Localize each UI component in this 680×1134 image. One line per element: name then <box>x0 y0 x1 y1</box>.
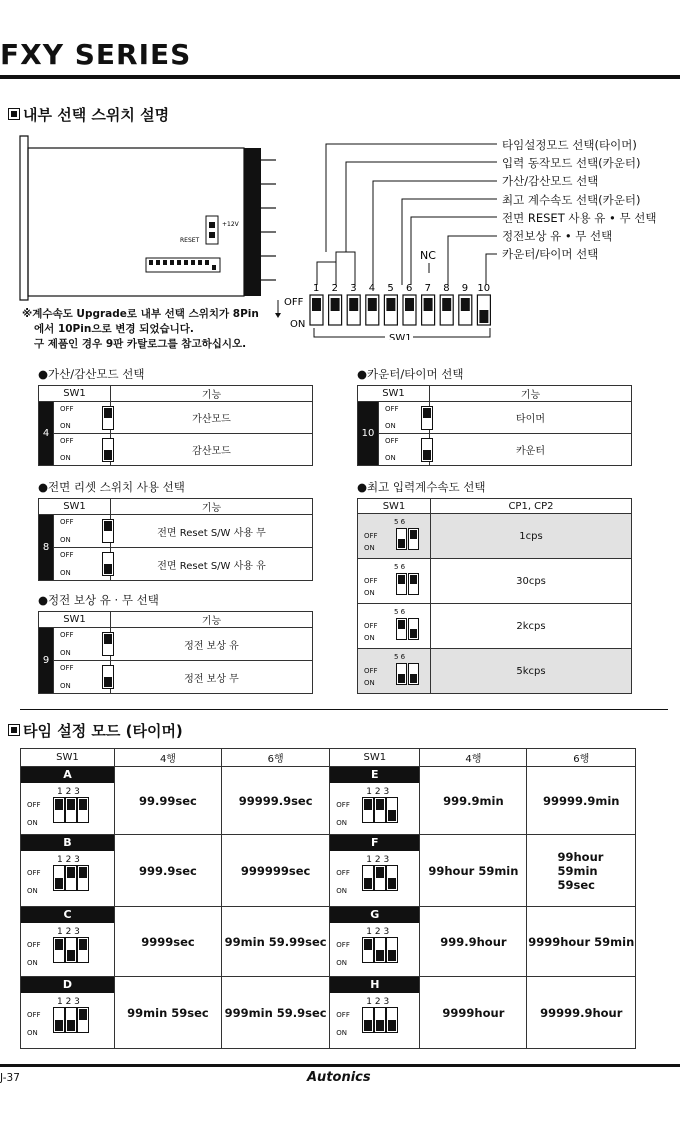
pin-labels: 1 2 3 <box>57 997 80 1007</box>
countertimer-table <box>357 385 632 466</box>
board-reset-jumper <box>206 216 218 244</box>
switch-label: 가산/감산모드 선택 <box>502 174 599 189</box>
dip-switch-icon <box>77 865 89 891</box>
pin-number: 3 <box>350 283 357 294</box>
dip-knob <box>349 298 358 311</box>
dip-switch-icon <box>53 1007 65 1033</box>
function-text: 정전 보상 무 <box>111 661 313 694</box>
speed-switch-cell: 5 6 OFF ON <box>358 649 431 694</box>
dip-knob <box>479 310 488 323</box>
pin-number: 2 <box>331 283 338 294</box>
pin-number: 5 <box>387 283 394 294</box>
dip-switch-icon <box>408 663 419 685</box>
switch-label: 타임설정모드 선택(타이머) <box>502 138 637 152</box>
dip-pair <box>396 618 420 643</box>
note-line: 구 제품인 경우 9판 카탈로그를 참고하십시오. <box>34 338 247 350</box>
time-switch-cell: B 1 2 3 OFF ON <box>21 835 115 907</box>
time-switch-cell: D 1 2 3 OFF ON <box>21 977 115 1049</box>
pin-number: 10 <box>477 283 491 294</box>
function-text: 전면 Reset S/W 사용 유 <box>111 548 313 581</box>
dip-switch-icon <box>386 1007 398 1033</box>
mode-letter: F <box>330 835 419 851</box>
dip-switch-icon <box>65 937 77 963</box>
dip-switch-icon <box>362 797 374 823</box>
time-mode-table <box>20 748 636 1049</box>
speed-value: 1cps <box>431 514 632 559</box>
dip-switch-icon <box>362 937 374 963</box>
dip-off-label: OFF <box>284 297 304 308</box>
speed-value: 2kcps <box>431 604 632 649</box>
updown-table <box>38 385 313 466</box>
mode-letter: H <box>330 977 419 993</box>
dip-switch-icon <box>396 618 407 640</box>
col-6digit: 6행 <box>527 749 636 767</box>
board-dip-switch <box>146 258 220 272</box>
function-text: 감산모드 <box>111 434 313 466</box>
switch-label: 입력 동작모드 선택(카운터) <box>502 156 641 171</box>
time-range-value: 999.9sec <box>114 835 221 907</box>
dip-switch-icon <box>421 406 433 430</box>
dip-knob <box>386 298 395 311</box>
dip-switch-icon <box>374 865 386 891</box>
pin-labels: 1 2 3 <box>57 927 80 937</box>
pin-labels: 1 2 3 <box>57 855 80 865</box>
dip-pair <box>396 663 420 688</box>
countertimer-table-title: ●카운터/타이머 선택 <box>357 367 464 381</box>
device-terminal-block <box>244 148 261 296</box>
dip-knob <box>368 298 377 311</box>
section-internal-switch-heading <box>8 104 169 125</box>
pin-number: 8 <box>443 283 450 294</box>
time-mode-row <box>21 835 636 907</box>
time-switch-cell: A 1 2 3 OFF ON <box>21 767 115 835</box>
square-bullet-icon <box>8 724 20 736</box>
dip-switch-icon <box>53 865 65 891</box>
dip-triple <box>53 1007 89 1036</box>
dip-switch-icon <box>362 1007 374 1033</box>
col-sw1: SW1 <box>358 386 430 402</box>
speed-value: 30cps <box>431 559 632 604</box>
section-time-mode-heading <box>8 720 183 741</box>
mode-letter: A <box>21 767 114 783</box>
dip-switch-icon <box>408 573 419 595</box>
col-function: 기능 <box>111 612 313 628</box>
switch-label: 정전보상 유 • 무 선택 <box>502 229 613 244</box>
function-text: 가산모드 <box>111 402 313 434</box>
switch-state-cell: OFF ON <box>54 661 111 694</box>
time-range-value: 99min 59sec <box>114 977 221 1049</box>
speed-table <box>357 498 632 694</box>
time-range-value: 9999sec <box>114 907 221 977</box>
section-time-mode-title: 타임 설정 모드 (타이머) <box>23 722 183 740</box>
dip-switch-icon <box>102 438 114 462</box>
dip-triple <box>53 797 89 826</box>
dip-switch-icon <box>102 519 114 543</box>
brand-logo: Autonics <box>307 1070 371 1085</box>
col-function: 기능 <box>430 386 632 402</box>
dip-switch-icon <box>374 1007 386 1033</box>
dip-switch-icon <box>374 937 386 963</box>
switch-label: 전면 RESET 사용 유 • 무 선택 <box>502 210 657 225</box>
dip-pair <box>396 573 420 598</box>
time-range-value: 999.9hour <box>420 907 527 977</box>
speed-switch-cell: 5 6 OFF ON <box>358 514 431 559</box>
dip-switch-icon <box>77 797 89 823</box>
col-sw1: SW1 <box>39 386 111 402</box>
time-switch-cell: H 1 2 3 OFF ON <box>330 977 420 1049</box>
dip-knob <box>442 298 451 311</box>
dip-knob <box>405 298 414 311</box>
function-text: 카운터 <box>430 434 632 466</box>
time-range-value: 99hour 59min <box>420 835 527 907</box>
col-sw1: SW1 <box>39 612 111 628</box>
dip-switch-icon <box>102 552 114 576</box>
dip-switch-icon <box>408 618 419 640</box>
pin-number: 1 <box>313 283 320 294</box>
updown-table-title: ●가산/감산모드 선택 <box>38 367 145 381</box>
time-switch-cell: C 1 2 3 OFF ON <box>21 907 115 977</box>
function-text: 전면 Reset S/W 사용 무 <box>111 515 313 548</box>
switch-state-cell: OFF ON <box>379 402 430 434</box>
dip-switch-icon <box>421 438 433 462</box>
dip-triple <box>362 1007 398 1036</box>
col-sw1: SW1 <box>330 749 420 767</box>
time-range-value: 99.99sec <box>114 767 221 835</box>
switch-number: 9 <box>39 628 54 694</box>
time-mode-row <box>21 767 636 835</box>
dip-switch-icon <box>77 937 89 963</box>
note-line: ※계수속도 Upgrade로 내부 선택 스위치가 8Pin <box>22 308 259 320</box>
pin-labels: 1 2 3 <box>366 927 390 937</box>
memory-table <box>38 611 313 694</box>
switch-state-cell: OFF ON <box>54 548 111 581</box>
dip-knob <box>331 298 340 311</box>
switch-state-cell: OFF ON <box>379 434 430 466</box>
col-function: 기능 <box>111 386 313 402</box>
section-internal-switch-title: 내부 선택 스위치 설명 <box>23 106 170 124</box>
col-sw1: SW1 <box>21 749 115 767</box>
page-number: J-37 <box>0 1072 20 1084</box>
leader-lines <box>317 144 497 285</box>
time-switch-cell: F 1 2 3 OFF ON <box>330 835 420 907</box>
time-mode-row <box>21 907 636 977</box>
top-rule <box>0 75 680 79</box>
function-text: 타이머 <box>430 402 632 434</box>
square-bullet-icon <box>8 108 20 120</box>
pin-number: 4 <box>368 283 376 294</box>
dip-switch-icon <box>362 865 374 891</box>
speed-switch-cell: 5 6 OFF ON <box>358 559 431 604</box>
switch-label-list <box>502 136 656 263</box>
switch-state-cell: OFF ON <box>54 628 111 661</box>
dip-switch-icon <box>53 937 65 963</box>
time-switch-cell: E 1 2 3 OFF ON <box>330 767 420 835</box>
dip-switch-icon <box>386 865 398 891</box>
main-dip-switch <box>310 295 490 325</box>
dip-switch-icon <box>65 865 77 891</box>
reset-table-title: ●전면 리셋 스위치 사용 선택 <box>38 480 185 494</box>
pin-labels: 1 2 3 <box>366 997 390 1007</box>
dip-triple <box>362 937 398 966</box>
dip-switch-icon <box>102 632 114 656</box>
dip-pair <box>396 528 420 553</box>
mode-letter: D <box>21 977 114 993</box>
reset-table <box>38 498 313 581</box>
switch-number: 8 <box>39 515 54 581</box>
dip-switch-icon <box>386 797 398 823</box>
mode-letter: G <box>330 907 419 923</box>
time-range-value: 99hour 59min 59sec <box>527 835 636 907</box>
dip-switch-icon <box>102 406 114 430</box>
switch-number: 10 <box>358 402 379 466</box>
time-range-value: 99999.9hour <box>527 977 636 1049</box>
time-range-value: 9999hour <box>420 977 527 1049</box>
dip-switch-icon <box>396 573 407 595</box>
pin-number: 9 <box>461 283 469 294</box>
mode-letter: C <box>21 907 114 923</box>
dip-knob <box>312 298 321 311</box>
time-range-value: 99999.9sec <box>221 767 329 835</box>
dip-sw1-label: SW1 <box>389 333 412 340</box>
speed-switch-cell: 5 6 OFF ON <box>358 604 431 649</box>
switch-label: 카운터/타이머 선택 <box>502 247 599 262</box>
col-4digit: 4행 <box>420 749 527 767</box>
dip-triple <box>53 937 89 966</box>
time-switch-cell: G 1 2 3 OFF ON <box>330 907 420 977</box>
time-range-value: 999999sec <box>221 835 329 907</box>
time-range-value: 99min 59.99sec <box>221 907 329 977</box>
dip-switch-icon <box>77 1007 89 1033</box>
col-cp: CP1, CP2 <box>431 499 632 514</box>
dip-triple <box>53 865 89 894</box>
col-sw1: SW1 <box>39 499 111 515</box>
speed-table-title: ●최고 입력계수속도 선택 <box>357 480 486 494</box>
col-sw1: SW1 <box>358 499 431 514</box>
memory-table-title: ●정전 보상 유 · 무 선택 <box>38 593 159 607</box>
dip-switch-icon <box>65 797 77 823</box>
upgrade-note <box>22 307 259 352</box>
pin-labels: 1 2 3 <box>57 787 80 797</box>
bottom-rule <box>0 1064 680 1067</box>
dip-switch-icon <box>65 1007 77 1033</box>
switch-state-cell: OFF ON <box>54 434 111 466</box>
mode-letter: E <box>330 767 419 783</box>
dip-switch-icon <box>374 797 386 823</box>
device-terminal-leads <box>261 160 276 280</box>
pin-labels: 1 2 3 <box>366 787 390 797</box>
dip-triple <box>362 865 398 894</box>
nc-label: NC <box>420 249 436 262</box>
switch-label: 최고 계수속도 선택(카운터) <box>502 192 641 207</box>
series-title: FXY SERIES <box>0 38 192 71</box>
dip-on-label: ON <box>290 319 306 330</box>
switch-state-cell: OFF ON <box>54 515 111 548</box>
time-range-value: 9999hour 59min <box>527 907 636 977</box>
board-plus12v-label: +12V <box>222 221 239 228</box>
function-text: 정전 보상 유 <box>111 628 313 661</box>
dip-switch-icon <box>396 528 407 550</box>
dip-switch-icon <box>396 663 407 685</box>
dip-triple <box>362 797 398 826</box>
switch-number: 4 <box>39 402 54 466</box>
time-range-value: 99999.9min <box>527 767 636 835</box>
dip-switch-icon <box>386 937 398 963</box>
col-6digit: 6행 <box>221 749 329 767</box>
pin-number: 7 <box>424 283 431 294</box>
time-range-value: 999min 59.9sec <box>221 977 329 1049</box>
board-reset-label: RESET <box>180 237 200 244</box>
pin-labels: 1 2 3 <box>366 855 390 865</box>
time-range-value: 999.9min <box>420 767 527 835</box>
dip-knob <box>424 298 433 311</box>
arrow-down-icon <box>275 313 281 318</box>
pin-number: 6 <box>406 283 413 294</box>
col-4digit: 4행 <box>114 749 221 767</box>
speed-value: 5kcps <box>431 649 632 694</box>
mode-letter: B <box>21 835 114 851</box>
device-front-bezel <box>20 136 28 300</box>
col-function: 기능 <box>111 499 313 515</box>
dip-switch-icon <box>53 797 65 823</box>
time-mode-row <box>21 977 636 1049</box>
switch-state-cell: OFF ON <box>54 402 111 434</box>
dip-switch-icon <box>408 528 419 550</box>
note-line: 에서 10Pin으로 변경 되었습니다. <box>34 323 194 335</box>
dip-switch-icon <box>102 665 114 689</box>
dip-knob <box>461 298 470 311</box>
section-divider <box>20 709 668 710</box>
